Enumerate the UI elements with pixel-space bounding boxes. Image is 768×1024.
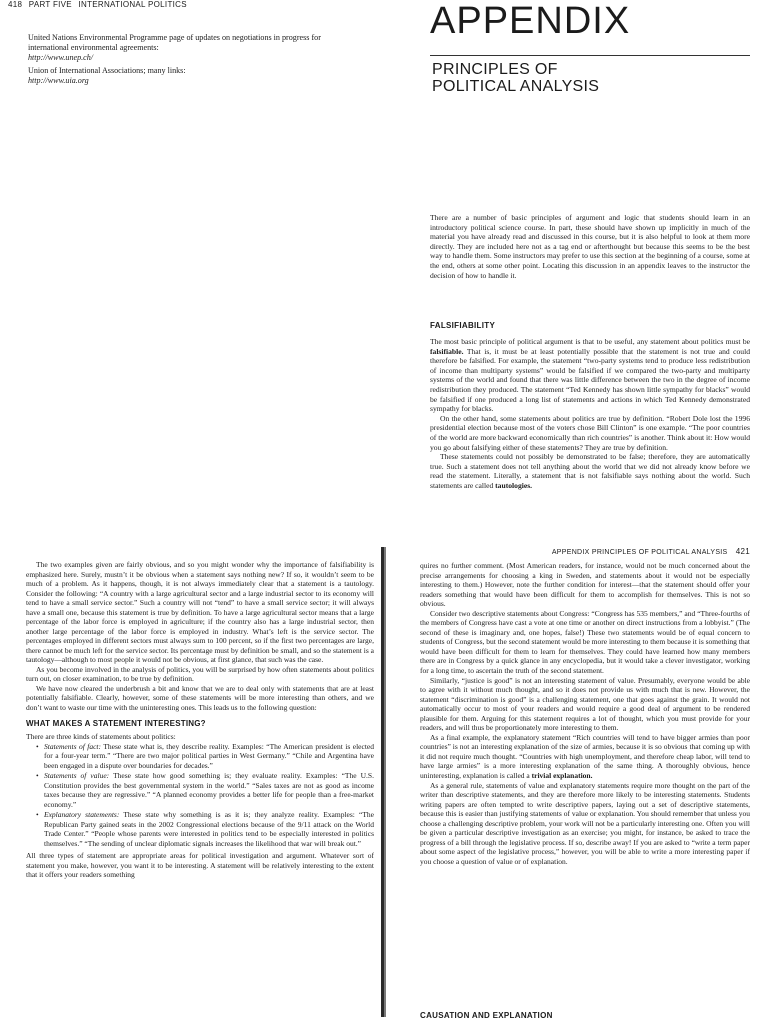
appendix-title: APPENDIX — [430, 0, 631, 42]
falsifiability-section — [430, 337, 750, 491]
paragraph: As a general rule, statements of value and explanatory statements require more thought on the part of the writer than descriptive statements, and they are therefore more likely to be interesting statements. Students writing papers are often tempted to write descriptive papers, laying out a set of descriptive statements, because this is easier than justifying statements of value or explanation. You should remember that unless you choose a challenging descriptive problem, your work will not be a particularly interesting one. Often you will be given a particular descriptive investigation as an exercise; you might, for instance, be asked to trace the progress of a bill through the legislative process. If so, describe away! If you are asked to “write a term paper about some aspect of the legislative process,” however, you will be able to write a more interesting paper if you choose a question of value or of explanation. — [420, 780, 750, 866]
page-number: 418 — [8, 0, 23, 9]
page-421-body — [420, 561, 750, 867]
page-header-418 — [8, 0, 191, 9]
paragraph: There are a number of basic principles of argument and logic that students should learn in an introductory political science course. In part, these should have shown up implicitly in much of the material you have already read and discussed in this course, but it is also helpful to look at them more directly. They are included here not as a tag end or afterthought but because this seems to be the best way to handle them. Some instructors may prefer to use this section at the beginning of a course, some at the end, others at some other point. Locating this discussion in an appendix leaves to the instructor the decision of how to handle it. — [430, 213, 750, 280]
page-number: 421 — [735, 547, 750, 556]
section-label: INTERNATIONAL POLITICS — [78, 0, 187, 9]
link-description: Union of International Associations; many links: — [28, 66, 186, 75]
section-heading-interesting: WHAT MAKES A STATEMENT INTERESTING? — [26, 719, 206, 728]
appendix-subtitle — [432, 61, 599, 95]
page-header-421 — [430, 547, 750, 556]
running-head: APPENDIX PRINCIPLES OF POLITICAL ANALYSIS — [551, 549, 728, 556]
paragraph: All three types of statement are appropriate areas for political investigation and argument. Whatever sort of statement you make, however, you want it to be interesting. A statement will be relatively interesting to the extent that it offers your readers something — [26, 851, 374, 879]
paragraph: The two examples given are fairly obvious, and so you might wonder why the importance of falsifiability is emphasized here. Surely, mustn’t it be obvious when a statement says nothing new? If so, it wouldn’t seem to be much of a problem. As it happens, though, it is not always immediately clear that a statement is a tautology. Consider the following: “A country with a large agricultural sector and a large industrial sector to its economy will tend to have a small service sector.” Such a country will not “tend” to have a small service sector; it will always have a small one, because this statement is true by definition. To have a large agricultural sector means that a large percentage of the labor force is employed in agriculture; if the country also has a large industrial sector, then another large percentage of the labor force is employed in industry. What’s left is the service sector. The percentages employed in different sectors must always sum to 100 percent, so if the first two percentages are large, there cannot be much left for the service sector. Its percentage must by definition be small, and so the statement is a tautology—although to most people it would not be obvious, at first glance, that such was the case. — [26, 560, 374, 664]
term-falsifiable: falsifiable. — [430, 346, 464, 356]
book-binding-edge — [384, 547, 386, 1017]
link-url[interactable]: http://www.unep.ch/ — [28, 53, 94, 62]
paragraph: These statements could not possibly be demonstrated to be false; therefore, they are automatically true. Such a statement does not tell anything about the world that we did not already know before we read the statement. Literally, a statement that is not falsifiable says nothing about the world. Such statements are called tautologies. — [430, 452, 750, 490]
paragraph: quires no further comment. (Most American readers, for instance, would not be much concerned about the precise arrangements for choosing a king in Sweden, and statements about it would not be especially interesting to them.) However, note the further condition for interest—that the statement should offer your readers something that would have been difficult for them to accomplish for themselves. This is not so obvious. — [420, 561, 750, 609]
list-item: • Statements of value: These state how good something is; they evaluate reality. Examples: “The U.S. Constitution provides the best governmental system in the world.” “Sales taxes are not as good as income taxes because they are regressive.” “A planned economy provides a better life for people than a free-market economy.” — [36, 771, 374, 809]
subtitle-line: PRINCIPLES OF — [432, 61, 558, 78]
subtitle-line: POLITICAL ANALYSIS — [432, 78, 600, 95]
link-entry-unep — [28, 33, 358, 63]
paragraph: As a final example, the explanatory statement “Rich countries will tend to have bigger armies than poor countries” is not an interesting explanation of the size of armies, because it is so obvious that coming up with it did not require much thought. “Countries with high unemployment, and therefore cheap labor, will tend to have large armies” is a more interesting explanation of the same thing. A thoroughly obvious, hence uninteresting, explanation is called a trivial explanation. — [420, 732, 750, 781]
term-trivial-explanation: trivial explanation. — [531, 771, 593, 781]
page-420-body — [26, 560, 374, 880]
term-tautologies: tautologies. — [495, 480, 533, 490]
resource-links — [28, 33, 358, 89]
title-rule — [430, 55, 750, 56]
list-item: • Statements of fact: These state what is, they describe reality. Examples: “The American president is elected for a four-year term.” “There are two major political parties in West Germany.” “Chile and Argentina have been engaged in a dispute over boundaries for decades.” — [36, 742, 374, 771]
section-heading-falsifiability: FALSIFIABILITY — [430, 321, 496, 330]
paragraph: As you become involved in the analysis of politics, you will be surprised by how often statements about politics turn out, on closer examination, to be true by definition. — [26, 664, 374, 683]
paragraph: On the other hand, some statements about politics are true by definition. “Robert Dole lost the 1996 presidential election because most of the voters chose Bill Clinton” is one example. “The poor countries of the world are more backward economically than rich countries” is another. Think about it: How would you go about falsifying either of these statements? They are true by definition. — [430, 413, 750, 452]
part-label: PART FIVE — [28, 0, 72, 9]
section-heading-causation: CAUSATION AND EXPLANATION — [420, 1011, 553, 1020]
list-item: • Explanatory statements: These state why something is as it is; they analyze reality. Examples: “The Republican Party gained seats in the 2002 Congressional elections because of the 9/11 attack on the World Trade Center.” “People whose parents were interested in politics tend to be especially interested in politics themselves.” “The sending of unclear diplomatic signals increases the likelihood that war will break out.” — [36, 810, 374, 848]
link-url[interactable]: http://www.uia.org — [28, 76, 89, 85]
paragraph: The most basic principle of political argument is that to be useful, any statement about politics must be falsifiable. That is, it must be at least potentially possible that the statement is not true and could therefore be falsified. For example, the statement “two-party systems tend to produce less redistribution of income than multiparty systems” would be falsified if we compared the two-party and multiparty systems of the world and found that there was little difference between the two in the degree of income redistribution they produced. The statement “Ted Kennedy has shown little sympathy for blacks” would be falsified if one produced a long list of statements and actions in which Ted Kennedy demonstrated sympathy for blacks. — [430, 337, 750, 414]
link-entry-uia — [28, 66, 358, 86]
link-description: United Nations Environmental Programme page of updates on negotiations in progress for international environmental agreements: — [28, 33, 321, 52]
paragraph: There are three kinds of statements about politics: — [26, 732, 176, 741]
paragraph: Similarly, “justice is good” is not an interesting statement of value. Presumably, everyone would be able to agree with it without much thought, and so it does not provide us with much that is new. However, the statement “discrimination is good” is a challenging statement, one that goes against the grain. It would not automatically occur to most of your readers and would require a good deal of argument to be rendered plausible for them. Arguing for this statement requires a lot of thought, which you must provide for your readers, and will thus be proportionately more interesting to them. — [420, 675, 750, 733]
statement-types-list — [26, 742, 374, 849]
paragraph: We have now cleared the underbrush a bit and know that we are to deal only with statements that are at least potentially falsifiable. Clearly, however, some of these statements will be more interesting than others, and we don’t want to waste our time with the uninteresting ones. This leads us to the following question: — [26, 683, 374, 712]
intro-paragraph — [430, 213, 750, 280]
paragraph: Consider two descriptive statements about Congress: “Congress has 535 members,” and “Three-fourths of the members of Congress have cast a vote at one time or another on direct instructions from a lobbyist.” (The second of these is imaginary and, one hopes, false!) These two statements would be of equal concern to students of Congress, but the second statement would be more interesting to them because it is something that would have been difficult for them to learn for themselves. They could have learned how many members there are in Congress by a quick glance in any encyclopedia, but it would take a clever investigator, working for a long time, to ascertain the truth of the second statement. — [420, 608, 750, 676]
